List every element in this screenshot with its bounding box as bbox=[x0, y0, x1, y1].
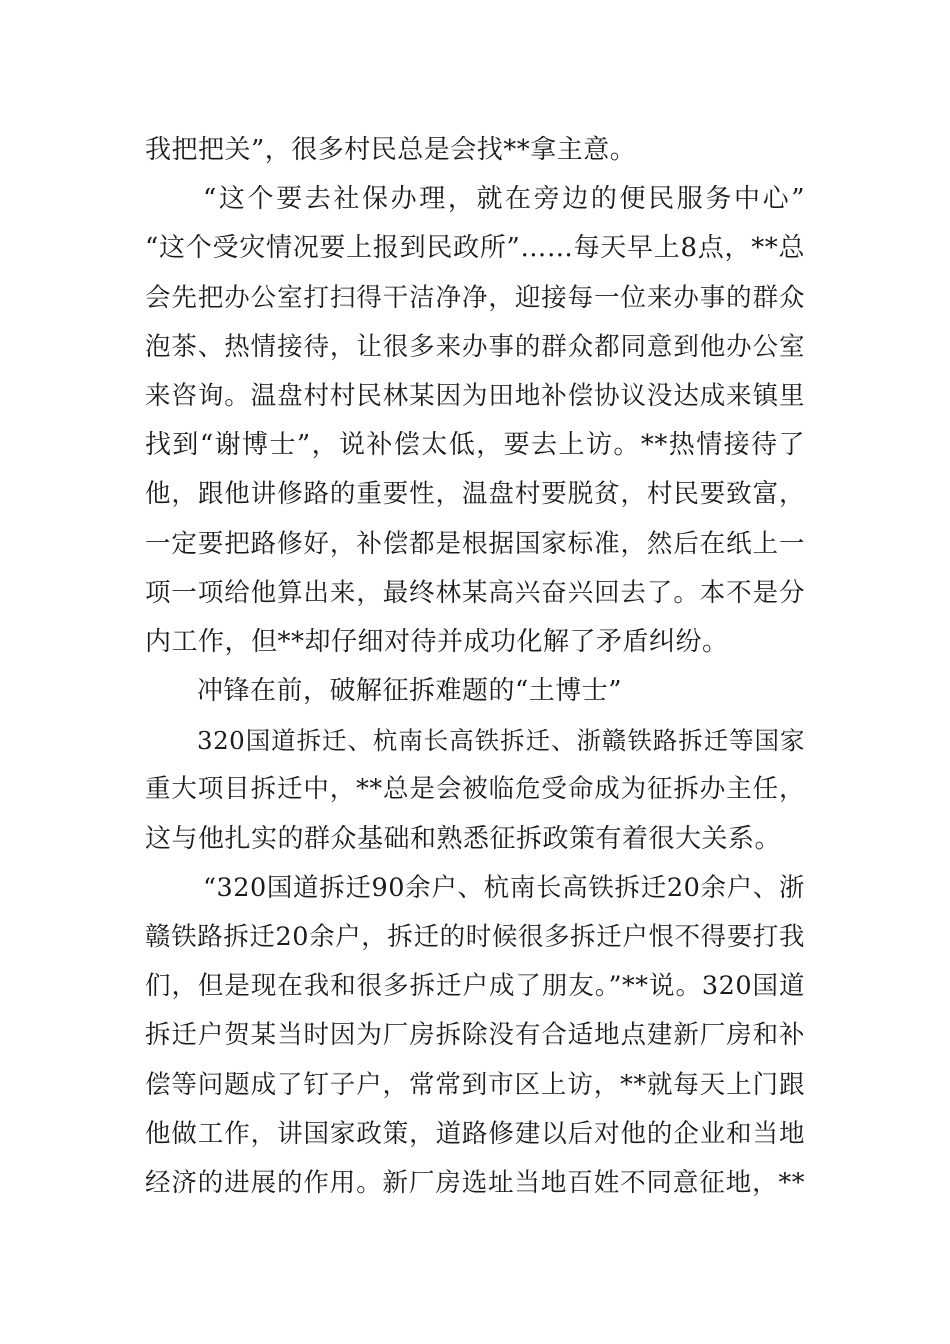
text-line: 这与他扎实的群众基础和熟悉征拆政策有着很大关系。 bbox=[145, 823, 782, 854]
section-heading: 冲锋在前，破解征拆难题的“土博士” bbox=[197, 676, 623, 707]
text-line: 拆迁户贺某当时因为厂房拆除没有合适地点建新厂房和补 bbox=[145, 1020, 805, 1051]
text-line: 内工作，但**却仔细对待并成功化解了矛盾纠纷。 bbox=[145, 626, 729, 657]
text-line: 找到“谢博士”，说补偿太低，要去上访。**热情接待了 bbox=[145, 430, 805, 461]
text-line: 320国道拆迁、杭南长高铁拆迁、浙赣铁路拆迁等国家 bbox=[197, 726, 805, 756]
text-line: “这个受灾情况要上报到民政所”……每天早上8点，**总 bbox=[145, 233, 805, 264]
text-line: “这个要去社保办理，就在旁边的便民服务中心” bbox=[203, 184, 805, 215]
text-line: 一定要把路修好，补偿都是根据国家标准，然后在纸上一 bbox=[145, 528, 805, 559]
text-line: “320国道拆迁90余户、杭南长高铁拆迁20余户、浙 bbox=[203, 872, 805, 903]
document-body bbox=[145, 126, 805, 1208]
text-line: 泡茶、热情接待，让很多来办事的群众都同意到他办公室 bbox=[145, 331, 805, 362]
text-line: 他，跟他讲修路的重要性，温盘村要脱贫，村民要致富， bbox=[145, 479, 805, 510]
text-line: 们，但是现在我和很多拆迁户成了朋友。”**说。320国道 bbox=[145, 971, 805, 1002]
text-line: 重大项目拆迁中，**总是会被临危受命成为征拆办主任， bbox=[145, 774, 805, 805]
text-line: 来咨询。温盘村村民林某因为田地补偿协议没达成来镇里 bbox=[145, 380, 805, 411]
text-line: 项一项给他算出来，最终林某高兴奋兴回去了。本不是分 bbox=[145, 577, 805, 608]
text-line: 会先把办公室打扫得干洁净净，迎接每一位来办事的群众 bbox=[145, 282, 805, 313]
text-line: 我把把关”，很多村民总是会找**拿主意。 bbox=[145, 135, 637, 165]
text-line: 赣铁路拆迁20余户，拆迁的时候很多拆迁户恨不得要打我 bbox=[145, 922, 805, 952]
text-line: 经济的进展的作用。新厂房选址当地百姓不同意征地，** bbox=[145, 1167, 805, 1198]
text-line: 偿等问题成了钉子户，常常到市区上访，**就每天上门跟 bbox=[145, 1069, 805, 1100]
text-line: 他做工作，讲国家政策，道路修建以后对他的企业和当地 bbox=[145, 1118, 805, 1149]
